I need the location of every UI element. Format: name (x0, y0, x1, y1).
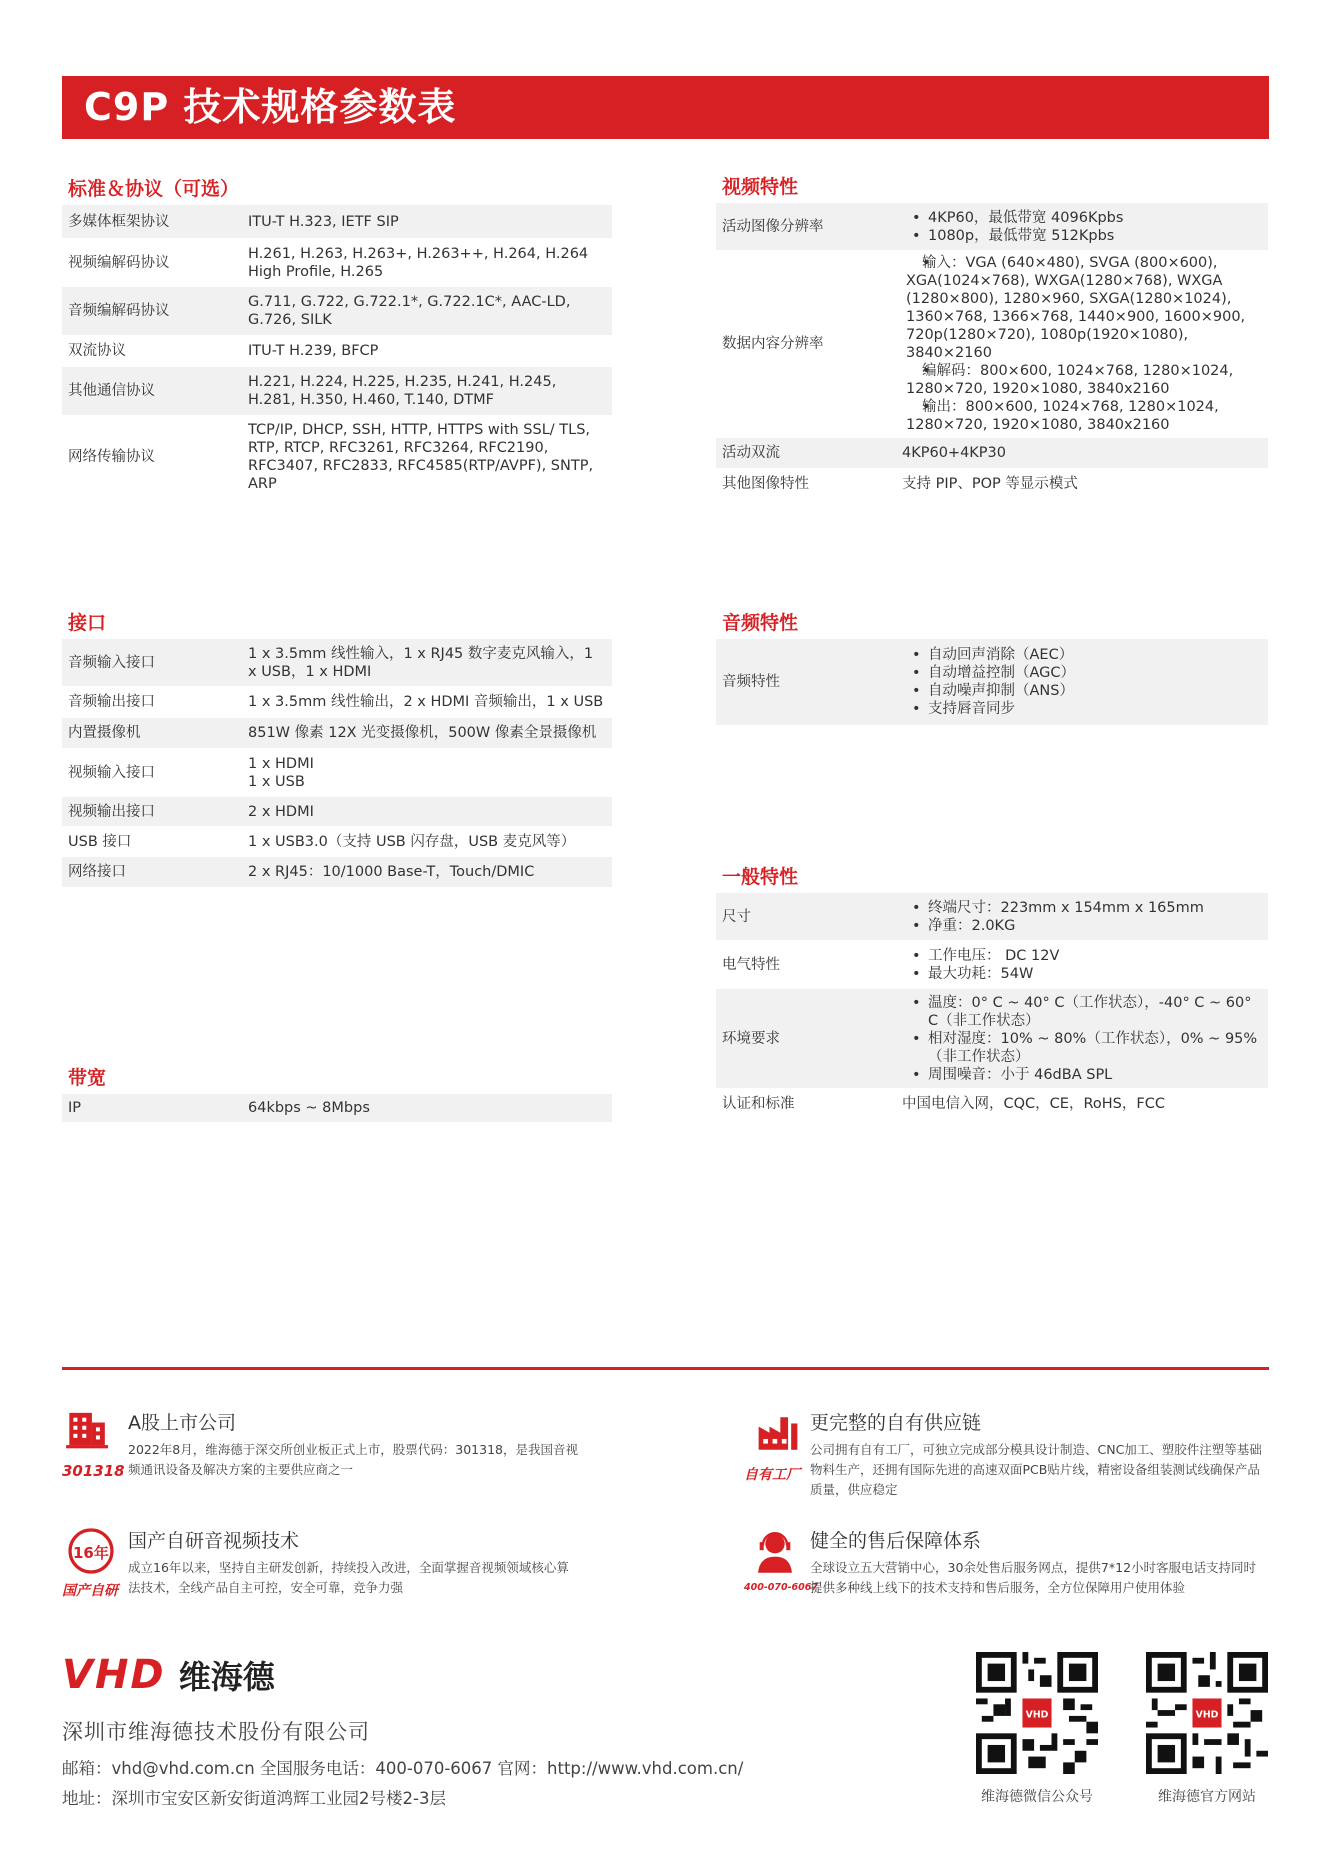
spec-key: 视频编解码协议 (62, 239, 242, 287)
section-title: 视频特性 (722, 176, 799, 198)
spec-value: 1 x 3.5mm 线性输入，1 x RJ45 数字麦克风输入，1 x USB，1 x HDMI (242, 639, 612, 687)
spec-key: 网络传输协议 (62, 416, 242, 498)
section-audio (716, 608, 1268, 725)
table-row (62, 416, 612, 498)
badge-years-text: 16年 (73, 1544, 109, 1562)
spec-key: 音频输出接口 (62, 687, 242, 718)
spec-key: USB 接口 (62, 827, 242, 857)
spec-key: 活动图像分辨率 (716, 203, 896, 251)
spec-value: 851W 像素 12X 光变摄像机，500W 像素全景摄像机 (242, 718, 612, 749)
table-row (62, 749, 612, 797)
table-row (716, 469, 1268, 500)
title-banner (62, 76, 1269, 139)
spec-list (902, 899, 1262, 935)
spec-key: 内置摄像机 (62, 718, 242, 749)
feature-title: 更完整的自有供应链 (810, 1412, 982, 1434)
spec-value: H.221, H.224, H.225, H.235, H.241, H.245, H.281, H.350, H.460, T.140, DTMF (242, 367, 612, 416)
table-row (62, 1094, 612, 1122)
feature-title: A股上市公司 (128, 1412, 236, 1434)
spec-value: 支持 PIP、POP 等显示模式 (896, 469, 1268, 500)
spec-list (902, 646, 1262, 718)
table-row (716, 438, 1268, 469)
spec-key: 认证和标准 (716, 1089, 896, 1119)
spec-key: 活动双流 (716, 438, 896, 469)
website-qr-caption: 维海德官方网站 (1158, 1789, 1256, 1805)
stock-code-caption: 301318 (62, 1462, 125, 1480)
spec-key: 音频编解码协议 (62, 287, 242, 336)
section-title: 一般特性 (722, 866, 799, 888)
domestic-rd-caption: 国产自研 (62, 1583, 118, 1599)
qr-center-label: VHD (1195, 1709, 1219, 1721)
table-row (62, 827, 612, 857)
spec-list (902, 994, 1262, 1084)
list-item: • 支持唇音同步 (912, 700, 1262, 718)
spec-key: 网络接口 (62, 857, 242, 887)
spec-table (716, 892, 1268, 1119)
website-qr-code (1146, 1652, 1268, 1774)
feature-title: 健全的售后保障体系 (810, 1530, 982, 1552)
table-row (716, 893, 1268, 941)
feature-listed-company (62, 1408, 582, 1488)
table-row (716, 989, 1268, 1089)
feature-description: 公司拥有自有工厂，可独立完成部分模具设计制造、CNC加工、塑胶件注塑等基础物料生产，还拥有国际先进的高速双面PCB贴片线，精密设备组装测试线确保产品质量，供应稳定 (810, 1442, 1262, 1497)
company-name: 深圳市维海德技术股份有限公司 (62, 1720, 370, 1744)
list-item: • 编解码：800×600, 1024×768, 1280×1024, 1280×720, 1920×1080, 3840x2160 (906, 362, 1262, 398)
spec-table (716, 638, 1268, 725)
table-row (716, 251, 1268, 438)
section-title: 接口 (68, 612, 107, 634)
spec-value: TCP/IP, DHCP, SSH, HTTP, HTTPS with SSL/ TLS, RTP, RTCP, RFC3261, RFC3264, RFC2190, RFC3407, RFC2833, RFC4585(RTP/AVPF), SNTP, ARP (242, 416, 612, 498)
list-item: • 自动回声消除（AEC） (912, 646, 1262, 664)
spec-key: 音频特性 (716, 639, 896, 725)
list-item: • 温度：0° C ~ 40° C（工作状态），-40° C ~ 60° C（非工作状态） (912, 994, 1262, 1030)
spec-key: 双流协议 (62, 336, 242, 367)
spec-table (62, 638, 612, 887)
own-factory-caption: 自有工厂 (744, 1467, 800, 1483)
section-video (716, 172, 1268, 500)
spec-list (902, 209, 1262, 245)
spec-table (716, 202, 1268, 500)
list-item: • 净重：2.0KG (912, 917, 1262, 935)
spec-value: 中国电信入网，CQC，CE，RoHS，FCC (896, 1089, 1268, 1119)
section-interfaces (62, 608, 612, 887)
section-standards (62, 174, 612, 498)
spec-table (62, 1093, 612, 1122)
feature-domestic-tech (62, 1526, 582, 1606)
building-icon (62, 1408, 117, 1458)
spec-value: 1 x USB (248, 773, 305, 790)
spec-key: 视频输入接口 (62, 749, 242, 797)
spec-value: ITU-T H.323, IETF SIP (242, 205, 612, 239)
vhd-logo (62, 1652, 275, 1698)
spec-value: H.261, H.263, H.263+, H.263++, H.264, H.264 High Profile, H.265 (242, 239, 612, 287)
list-item: • 4KP60，最低带宽 4096Kpbs (912, 209, 1262, 227)
address-line: 地址：深圳市宝安区新安街道鸿辉工业园2号楼2-3层 (62, 1789, 446, 1808)
list-item: • 自动增益控制（AGC） (912, 664, 1262, 682)
feature-description: 全球设立五大营销中心，30余处售后服务网点，提供7*12小时客服电话支持同时提供多种线上线下的技术支持和售后服务，全方位保障用户使用体验 (810, 1560, 1257, 1595)
list-item: • 最大功耗：54W (912, 965, 1262, 983)
table-row (716, 203, 1268, 251)
factory-icon (754, 1408, 802, 1456)
wechat-qr-caption: 维海德微信公众号 (981, 1789, 1093, 1805)
spec-value: 4KP60+4KP30 (896, 438, 1268, 469)
list-item: • 周围噪音：小于 46dBA SPL (912, 1066, 1262, 1084)
contact-line: 邮箱：vhd@vhd.com.cn 全国服务电话：400-070-6067 官网：http://www.vhd.com.cn/ (62, 1759, 744, 1778)
table-row (62, 718, 612, 749)
spec-value: G.711, G.722, G.722.1*, G.722.1C*, AAC-LD, G.726, SILK (242, 287, 612, 336)
table-row (62, 239, 612, 287)
spec-value: 1 x USB3.0（支持 USB 闪存盘，USB 麦克风等） (242, 827, 612, 857)
spec-key: 环境要求 (716, 989, 896, 1089)
spec-value: 64kbps ~ 8Mbps (242, 1094, 612, 1122)
hotline-caption: 400-070-6067 (744, 1582, 818, 1593)
spec-key: 音频输入接口 (62, 639, 242, 687)
table-row (62, 205, 612, 239)
spec-key: 多媒体框架协议 (62, 205, 242, 239)
section-title: 带宽 (68, 1067, 107, 1089)
feature-description: 成立16年以来，坚持自主研发创新，持续投入改进，全面掌握音视频领域核心算法技术，全线产品自主可控，安全可靠，竞争力强 (128, 1560, 569, 1595)
spec-value: 2 x HDMI (242, 797, 612, 827)
list-item: • 1080p，最低带宽 512Kpbs (912, 227, 1262, 245)
qr-center-label: VHD (1025, 1709, 1049, 1721)
section-title: 标准＆协议（可选） (68, 178, 240, 200)
spec-table (62, 204, 612, 498)
list-item: • 终端尺寸：223mm x 154mm x 165mm (912, 899, 1262, 917)
section-title: 音频特性 (722, 612, 799, 634)
logo-latin: VHD (62, 1652, 166, 1698)
feature-description: 2022年8月，维海德于深交所创业板正式上市，股票代码：301318，是我国音视频通讯设备及解决方案的主要供应商之一 (128, 1442, 578, 1477)
spec-key: 尺寸 (716, 893, 896, 941)
spec-value: 2 x RJ45：10/1000 Base-T，Touch/DMIC (242, 857, 612, 887)
table-row (62, 367, 612, 416)
table-row (62, 287, 612, 336)
section-general (716, 862, 1268, 1119)
feature-after-sales (744, 1526, 1274, 1606)
table-row (62, 336, 612, 367)
table-row (62, 797, 612, 827)
spec-key: 视频输出接口 (62, 797, 242, 827)
table-row (716, 1089, 1268, 1119)
feature-title: 国产自研音视频技术 (128, 1530, 300, 1552)
footer-divider (62, 1367, 1269, 1370)
list-item: • 输出：800×600, 1024×768, 1280×1024, 1280×720, 1920×1080, 3840x2160 (906, 398, 1262, 434)
spec-value: 1 x 3.5mm 线性输出，2 x HDMI 音频输出，1 x USB (242, 687, 612, 718)
spec-key: IP (62, 1094, 242, 1122)
list-item: • 输入：VGA (640×480), SVGA (800×600), XGA(1024×768), WXGA(1280×768), WXGA (1280×800), 1280×960, SXGA(1280×1024), 1360×768, 1366×768, 1440×900, 1600×900, 720p(1280×720), 1080p(1920×1080), 3840×2160 (906, 254, 1262, 362)
table-row (62, 687, 612, 718)
section-bandwidth (62, 1063, 612, 1122)
spec-value: 1 x HDMI (248, 755, 314, 772)
spec-list (902, 947, 1262, 983)
logo-cn: 维海德 (178, 1658, 275, 1696)
table-row (62, 639, 612, 687)
wechat-qr-code (976, 1652, 1098, 1774)
table-row (716, 639, 1268, 725)
spec-key: 其他通信协议 (62, 367, 242, 416)
list-item: • 自动噪声抑制（ANS） (912, 682, 1262, 700)
spec-key: 电气特性 (716, 941, 896, 989)
spec-key: 数据内容分辨率 (716, 251, 896, 438)
feature-supply-chain (744, 1408, 1274, 1508)
customer-service-icon (750, 1526, 800, 1576)
spec-value: ITU-T H.239, BFCP (242, 336, 612, 367)
list-item: • 工作电压： DC 12V (912, 947, 1262, 965)
table-row (716, 941, 1268, 989)
page-title: C9P 技术规格参数表 (84, 85, 457, 129)
list-item: • 相对湿度：10% ~ 80%（工作状态），0% ~ 95%（非工作状态） (912, 1030, 1262, 1066)
spec-key: 其他图像特性 (716, 469, 896, 500)
spec-list (896, 254, 1262, 434)
table-row (62, 857, 612, 887)
